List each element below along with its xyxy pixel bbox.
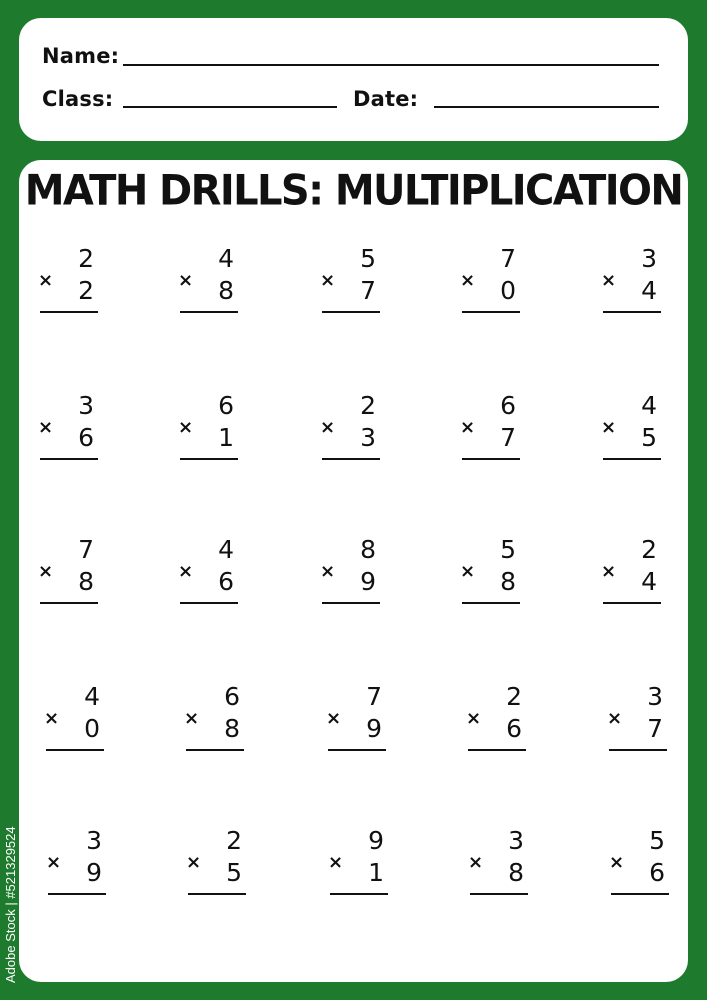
times-sign: ×: [607, 708, 623, 729]
multiplier: 8: [78, 567, 94, 596]
multiplicand: 2: [641, 535, 657, 564]
multiplicand: 5: [360, 244, 376, 273]
multiplier: 9: [86, 858, 102, 887]
multiplier: 8: [224, 714, 240, 743]
answer-line[interactable]: [180, 458, 238, 460]
multiplier: 5: [641, 423, 657, 452]
multiplicand: 7: [500, 244, 516, 273]
multiplicand: 4: [218, 535, 234, 564]
multiplicand: 4: [641, 391, 657, 420]
times-sign: ×: [601, 270, 617, 291]
multiplicand: 3: [508, 826, 524, 855]
times-sign: ×: [184, 708, 200, 729]
problem-21: [46, 828, 116, 898]
times-sign: ×: [601, 417, 617, 438]
name-field[interactable]: [123, 64, 659, 66]
times-sign: ×: [460, 270, 476, 291]
answer-line[interactable]: [603, 458, 661, 460]
multiplier: 8: [508, 858, 524, 887]
multiplier: 8: [500, 567, 516, 596]
multiplicand: 6: [224, 682, 240, 711]
problem-13: [320, 537, 390, 607]
problem-2: [178, 246, 248, 316]
problem-7: [178, 393, 248, 463]
problem-15: [601, 537, 671, 607]
problem-14: [460, 537, 530, 607]
header-card: [19, 18, 688, 141]
answer-line[interactable]: [40, 311, 98, 313]
problem-23: [328, 828, 398, 898]
answer-line[interactable]: [328, 749, 386, 751]
times-sign: ×: [178, 561, 194, 582]
multiplier: 6: [649, 858, 665, 887]
multiplier: 7: [647, 714, 663, 743]
times-sign: ×: [38, 270, 54, 291]
problem-11: [38, 537, 108, 607]
multiplier: 4: [641, 567, 657, 596]
multiplicand: 5: [500, 535, 516, 564]
multiplier: 8: [218, 276, 234, 305]
multiplier: 3: [360, 423, 376, 452]
multiplicand: 6: [218, 391, 234, 420]
times-sign: ×: [186, 852, 202, 873]
answer-line[interactable]: [462, 311, 520, 313]
multiplier: 1: [368, 858, 384, 887]
date-field[interactable]: [434, 106, 659, 108]
answer-line[interactable]: [468, 749, 526, 751]
multiplicand: 3: [647, 682, 663, 711]
class-label: Class:: [42, 87, 114, 111]
times-sign: ×: [38, 417, 54, 438]
multiplicand: 2: [506, 682, 522, 711]
times-sign: ×: [326, 708, 342, 729]
times-sign: ×: [466, 708, 482, 729]
multiplier: 6: [78, 423, 94, 452]
answer-line[interactable]: [609, 749, 667, 751]
multiplicand: 2: [78, 244, 94, 273]
multiplicand: 7: [78, 535, 94, 564]
problem-16: [44, 684, 114, 754]
answer-line[interactable]: [322, 311, 380, 313]
problem-17: [184, 684, 254, 754]
problem-20: [607, 684, 677, 754]
answer-line[interactable]: [188, 893, 246, 895]
problem-1: [38, 246, 108, 316]
multiplicand: 5: [649, 826, 665, 855]
problem-25: [609, 828, 679, 898]
times-sign: ×: [320, 561, 336, 582]
answer-line[interactable]: [603, 311, 661, 313]
multiplicand: 4: [218, 244, 234, 273]
problem-5: [601, 246, 671, 316]
multiplicand: 3: [86, 826, 102, 855]
answer-line[interactable]: [330, 893, 388, 895]
multiplicand: 9: [368, 826, 384, 855]
multiplier: 2: [78, 276, 94, 305]
problem-8: [320, 393, 390, 463]
answer-line[interactable]: [462, 458, 520, 460]
answer-line[interactable]: [180, 311, 238, 313]
multiplicand: 2: [226, 826, 242, 855]
multiplicand: 3: [78, 391, 94, 420]
answer-line[interactable]: [40, 602, 98, 604]
multiplier: 1: [218, 423, 234, 452]
times-sign: ×: [46, 852, 62, 873]
times-sign: ×: [44, 708, 60, 729]
multiplicand: 4: [84, 682, 100, 711]
name-label: Name:: [42, 44, 120, 68]
multiplier: 7: [500, 423, 516, 452]
multiplicand: 6: [500, 391, 516, 420]
multiplicand: 2: [360, 391, 376, 420]
answer-line[interactable]: [462, 602, 520, 604]
page-title: MATH DRILLS: MULTIPLICATION: [24, 166, 683, 216]
problem-19: [466, 684, 536, 754]
times-sign: ×: [609, 852, 625, 873]
stock-credit: Adobe Stock | #521329524: [3, 826, 18, 983]
multiplicand: 7: [366, 682, 382, 711]
problem-10: [601, 393, 671, 463]
multiplicand: 3: [641, 244, 657, 273]
problem-12: [178, 537, 248, 607]
times-sign: ×: [178, 417, 194, 438]
problem-22: [186, 828, 256, 898]
multiplicand: 8: [360, 535, 376, 564]
times-sign: ×: [468, 852, 484, 873]
problem-4: [460, 246, 530, 316]
class-field[interactable]: [123, 106, 337, 108]
times-sign: ×: [320, 417, 336, 438]
times-sign: ×: [328, 852, 344, 873]
times-sign: ×: [460, 417, 476, 438]
date-label: Date:: [353, 87, 419, 111]
multiplier: 9: [366, 714, 382, 743]
answer-line[interactable]: [48, 893, 106, 895]
answer-line[interactable]: [603, 602, 661, 604]
answer-line[interactable]: [322, 602, 380, 604]
multiplier: 5: [226, 858, 242, 887]
problem-3: [320, 246, 390, 316]
answer-line[interactable]: [40, 458, 98, 460]
multiplier: 0: [84, 714, 100, 743]
times-sign: ×: [320, 270, 336, 291]
times-sign: ×: [178, 270, 194, 291]
problem-6: [38, 393, 108, 463]
multiplier: 0: [500, 276, 516, 305]
answer-line[interactable]: [322, 458, 380, 460]
multiplier: 6: [218, 567, 234, 596]
answer-line[interactable]: [470, 893, 528, 895]
answer-line[interactable]: [46, 749, 104, 751]
multiplier: 7: [360, 276, 376, 305]
answer-line[interactable]: [180, 602, 238, 604]
times-sign: ×: [460, 561, 476, 582]
answer-line[interactable]: [186, 749, 244, 751]
times-sign: ×: [601, 561, 617, 582]
answer-line[interactable]: [611, 893, 669, 895]
times-sign: ×: [38, 561, 54, 582]
multiplier: 4: [641, 276, 657, 305]
multiplier: 9: [360, 567, 376, 596]
problem-24: [468, 828, 538, 898]
problem-9: [460, 393, 530, 463]
problem-18: [326, 684, 396, 754]
multiplier: 6: [506, 714, 522, 743]
